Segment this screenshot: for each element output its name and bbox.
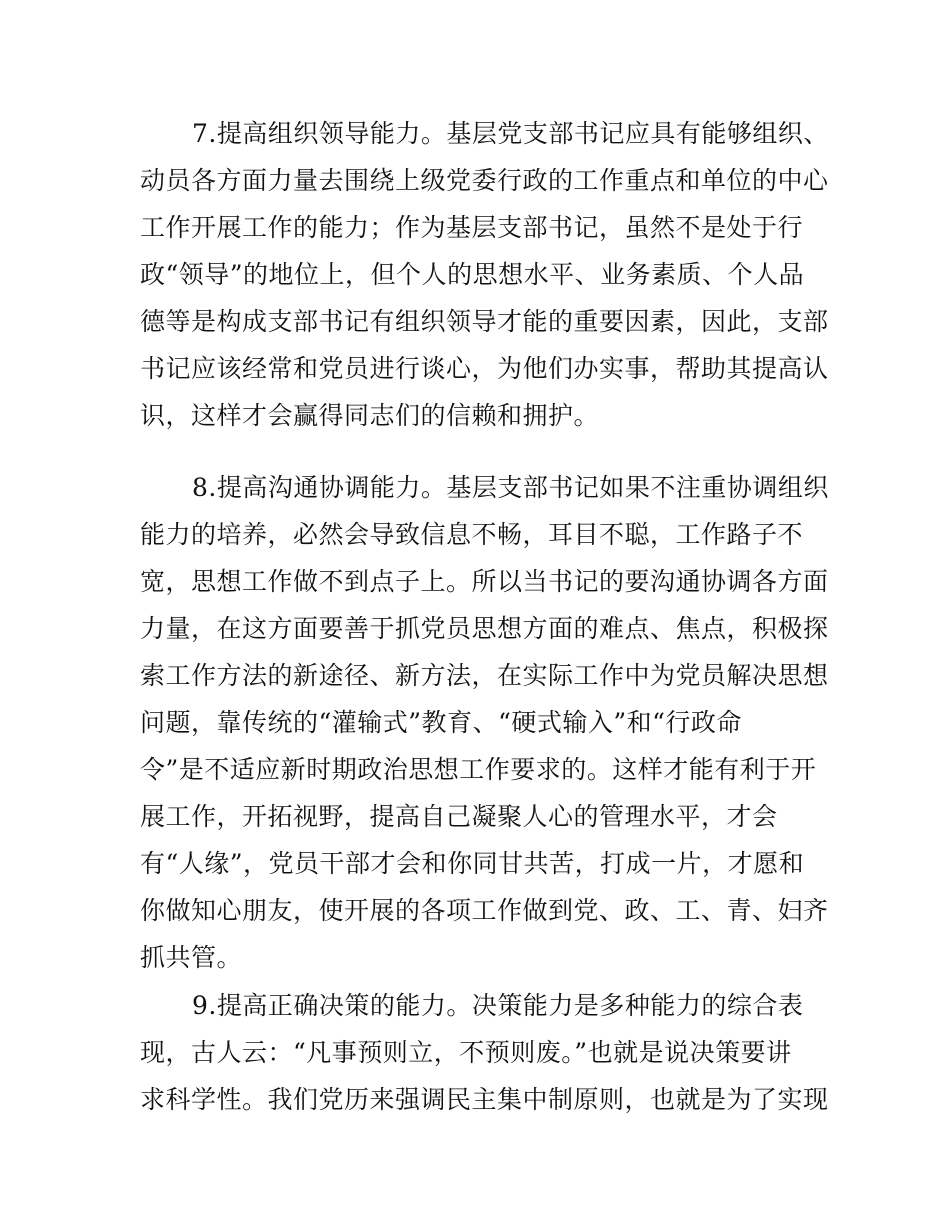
text-line: 书记应该经常和党员进行谈心，为他们办实事，帮助其提高认 <box>140 354 829 383</box>
text-line: 展工作，开拓视野，提高自己凝聚人心的管理水平，才会 <box>140 802 778 831</box>
text-line: 工作开展工作的能力；作为基层支部书记，虽然不是处于行 <box>140 213 804 242</box>
text-line: 能力的培养，必然会导致信息不畅，耳目不聪，工作路子不 <box>140 520 804 549</box>
text-line: 动员各方面力量去围绕上级党委行政的工作重点和单位的中心 <box>140 166 829 195</box>
text-line: 有“人缘”，党员干部才会和你同甘共苦，打成一片，才愿和 <box>140 849 805 878</box>
text-line: 现，古人云：“凡事预则立，不预则废。”也就是说决策要讲 <box>140 1038 792 1067</box>
text-line: 问题，靠传统的“灌输式”教育、“硬式输入”和“行政命 <box>140 708 742 737</box>
text-line: 你做知心朋友，使开展的各项工作做到党、政、工、青、妇齐 <box>140 896 829 925</box>
text-line: 政“领导”的地位上，但个人的思想水平、业务素质、个人品 <box>140 260 805 289</box>
text-line: 9.提高正确决策的能力。决策能力是多种能力的综合表 <box>192 991 804 1020</box>
text-line: 求科学性。我们党历来强调民主集中制原则，也就是为了实现 <box>140 1085 829 1114</box>
text-line: 宽，思想工作做不到点子上。所以当书记的要沟通协调各方面 <box>140 567 829 596</box>
text-line: 令”是不适应新时期政治思想工作要求的。这样才能有利于开 <box>140 755 817 784</box>
text-line: 抓共管。 <box>140 943 243 972</box>
text-line: 索工作方法的新途径、新方法，在实际工作中为党员解决思想 <box>140 661 829 690</box>
paragraph-9 <box>140 982 829 1123</box>
text-line: 力量，在这方面要善于抓党员思想方面的难点、焦点，积极探 <box>140 614 829 643</box>
text-line: 识，这样才会赢得同志们的信赖和拥护。 <box>140 401 600 430</box>
paragraph-8 <box>140 464 829 981</box>
text-line: 8.提高沟通协调能力。基层支部书记如果不注重协调组织 <box>192 473 829 502</box>
paragraph-7 <box>140 110 829 439</box>
text-line: 7.提高组织领导能力。基层党支部书记应具有能够组织、 <box>192 119 829 148</box>
text-line: 德等是构成支部书记有组织领导才能的重要因素，因此，支部 <box>140 307 829 336</box>
